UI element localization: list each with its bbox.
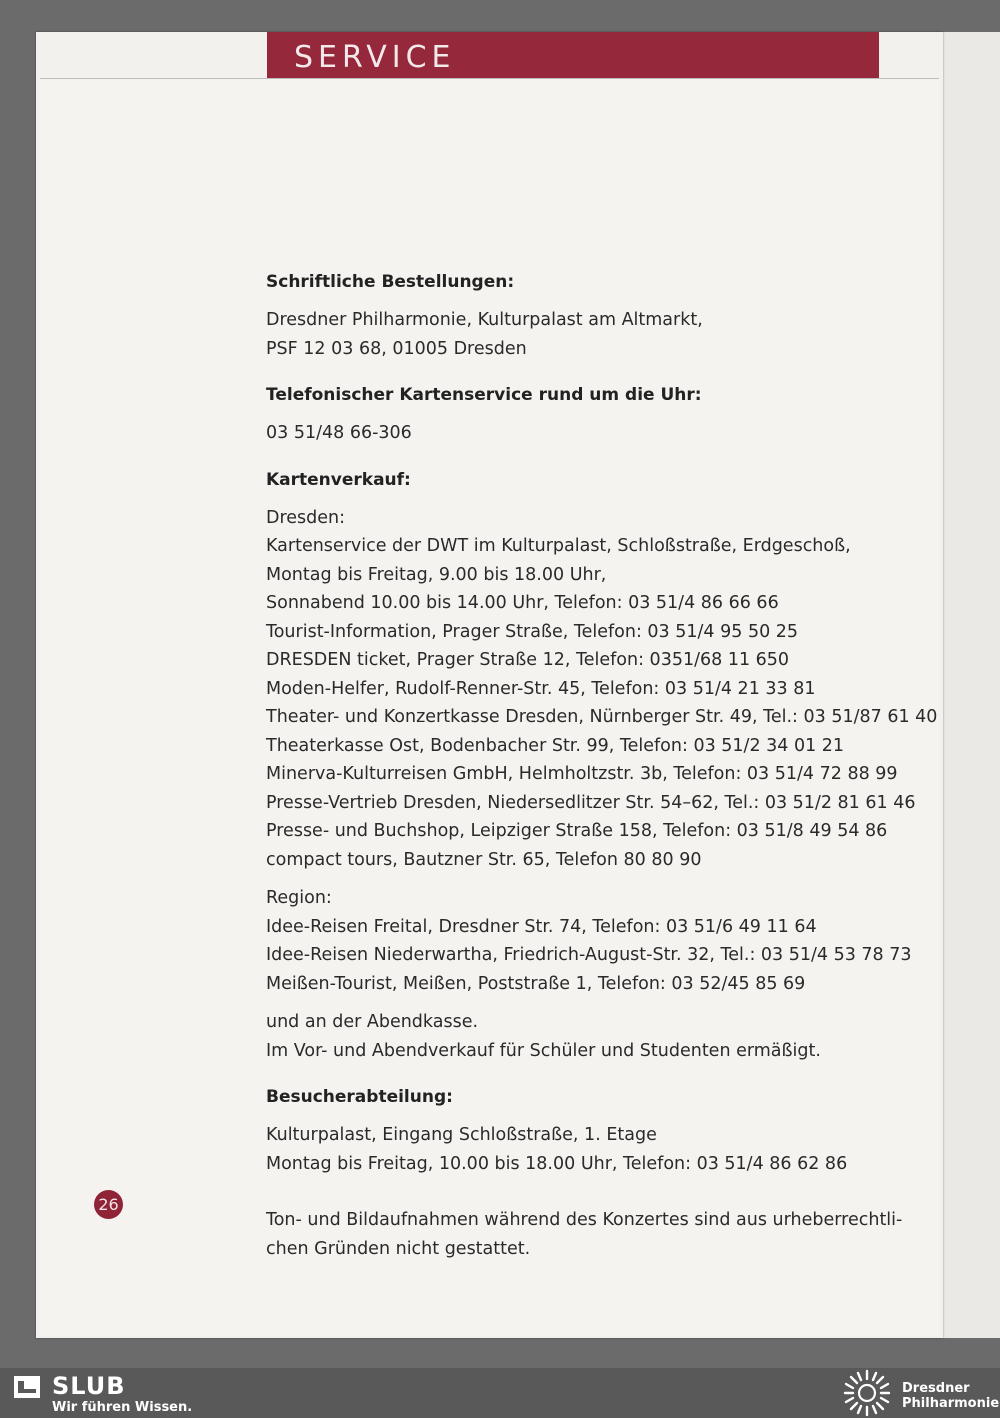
- dresden-outlet-line: Sonnabend 10.00 bis 14.00 Uhr, Telefon: 03 51/4 86 66 66: [266, 593, 779, 613]
- phone-service-number: 03 51/48 66-306: [266, 423, 412, 443]
- dresden-outlet-line: Presse- und Buchshop, Leipziger Straße 158, Telefon: 03 51/8 49 54 86: [266, 821, 888, 841]
- section-title: SERVICE: [294, 40, 456, 75]
- ticket-sales-heading: Kartenverkauf:: [266, 469, 411, 490]
- page-number-badge: 26: [94, 1190, 123, 1219]
- dresden-outlet-line: Tourist-Information, Prager Straße, Telefon: 03 51/4 95 50 25: [266, 621, 799, 642]
- dresden-outlet-line: Montag bis Freitag, 9.00 bis 18.00 Uhr,: [266, 564, 607, 585]
- written-orders-line: Dresdner Philharmonie, Kulturpalast am Altmarkt,: [266, 310, 703, 330]
- library-tagline: Wir führen Wissen.: [52, 1400, 193, 1415]
- dresden-outlet-line: Theater- und Konzertkasse Dresden, Nürnberger Str. 49, Tel.: 03 51/87 61 40: [266, 707, 938, 727]
- region-label: Region:: [266, 888, 332, 908]
- brochure-page: [36, 32, 943, 1338]
- box-office-note: und an der Abendkasse.: [266, 1012, 479, 1032]
- visitor-department-line: Kulturpalast, Eingang Schloßstraße, 1. Etage: [266, 1125, 657, 1145]
- region-outlet-line: Idee-Reisen Niederwartha, Friedrich-August-Str. 32, Tel.: 03 51/4 53 78 73: [266, 945, 912, 965]
- region-outlet-line: Idee-Reisen Freital, Dresdner Str. 74, Telefon: 03 51/6 49 11 64: [266, 916, 817, 937]
- dresden-outlet-line: Kartenservice der DWT im Kulturpalast, Schloßstraße, Erdgeschoß,: [266, 536, 851, 556]
- dresdner-philharmonie-logo-icon: [840, 1369, 894, 1417]
- service-content: [266, 268, 938, 1263]
- dresden-outlet-line: Theaterkasse Ost, Bodenbacher Str. 99, Telefon: 03 51/2 34 01 21: [266, 735, 845, 756]
- discount-note: Im Vor- und Abendverkauf für Schüler und Studenten ermäßigt.: [266, 1040, 821, 1061]
- slub-logo-icon: [14, 1376, 40, 1398]
- phone-service-heading: Telefonischer Kartenservice rund um die Uhr:: [266, 385, 702, 405]
- visitor-department-line: Montag bis Freitag, 10.00 bis 18.00 Uhr, Telefon: 03 51/4 86 62 86: [266, 1153, 848, 1174]
- recording-notice-line: Ton- und Bildaufnahmen während des Konzertes sind aus urheberrechtli-: [266, 1210, 903, 1230]
- written-orders-line: PSF 12 03 68, 01005 Dresden: [266, 338, 527, 359]
- dresden-outlet-line: Presse-Vertrieb Dresden, Niedersedlitzer Str. 54–62, Tel.: 03 51/2 81 61 46: [266, 792, 916, 813]
- dresden-outlet-line: Moden-Helfer, Rudolf-Renner-Str. 45, Telefon: 03 51/4 21 33 81: [266, 678, 816, 699]
- written-orders-heading: Schriftliche Bestellungen:: [266, 272, 515, 292]
- recording-notice-line: chen Gründen nicht gestattet.: [266, 1238, 531, 1259]
- dresden-outlet-line: DRESDEN ticket, Prager Straße 12, Telefon: 0351/68 11 650: [266, 650, 790, 670]
- partner-name-line1: Dresdner: [902, 1381, 970, 1396]
- partner-name-line2: Philharmonie: [902, 1396, 1000, 1411]
- section-banner: [267, 32, 879, 79]
- adjacent-page-edge: [940, 32, 1000, 1338]
- visitor-department-heading: Besucherabteilung:: [266, 1087, 453, 1107]
- dresden-outlet-line: Minerva-Kulturreisen GmbH, Helmholtzstr. 3b, Telefon: 03 51/4 72 88 99: [266, 764, 898, 784]
- viewer-footer: [0, 1368, 1000, 1418]
- region-outlet-line: Meißen-Tourist, Meißen, Poststraße 1, Telefon: 03 52/45 85 69: [266, 973, 806, 994]
- dresden-label: Dresden:: [266, 507, 346, 528]
- dresden-outlet-line: compact tours, Bautzner Str. 65, Telefon 80 80 90: [266, 849, 702, 870]
- library-name: SLUB: [52, 1372, 126, 1400]
